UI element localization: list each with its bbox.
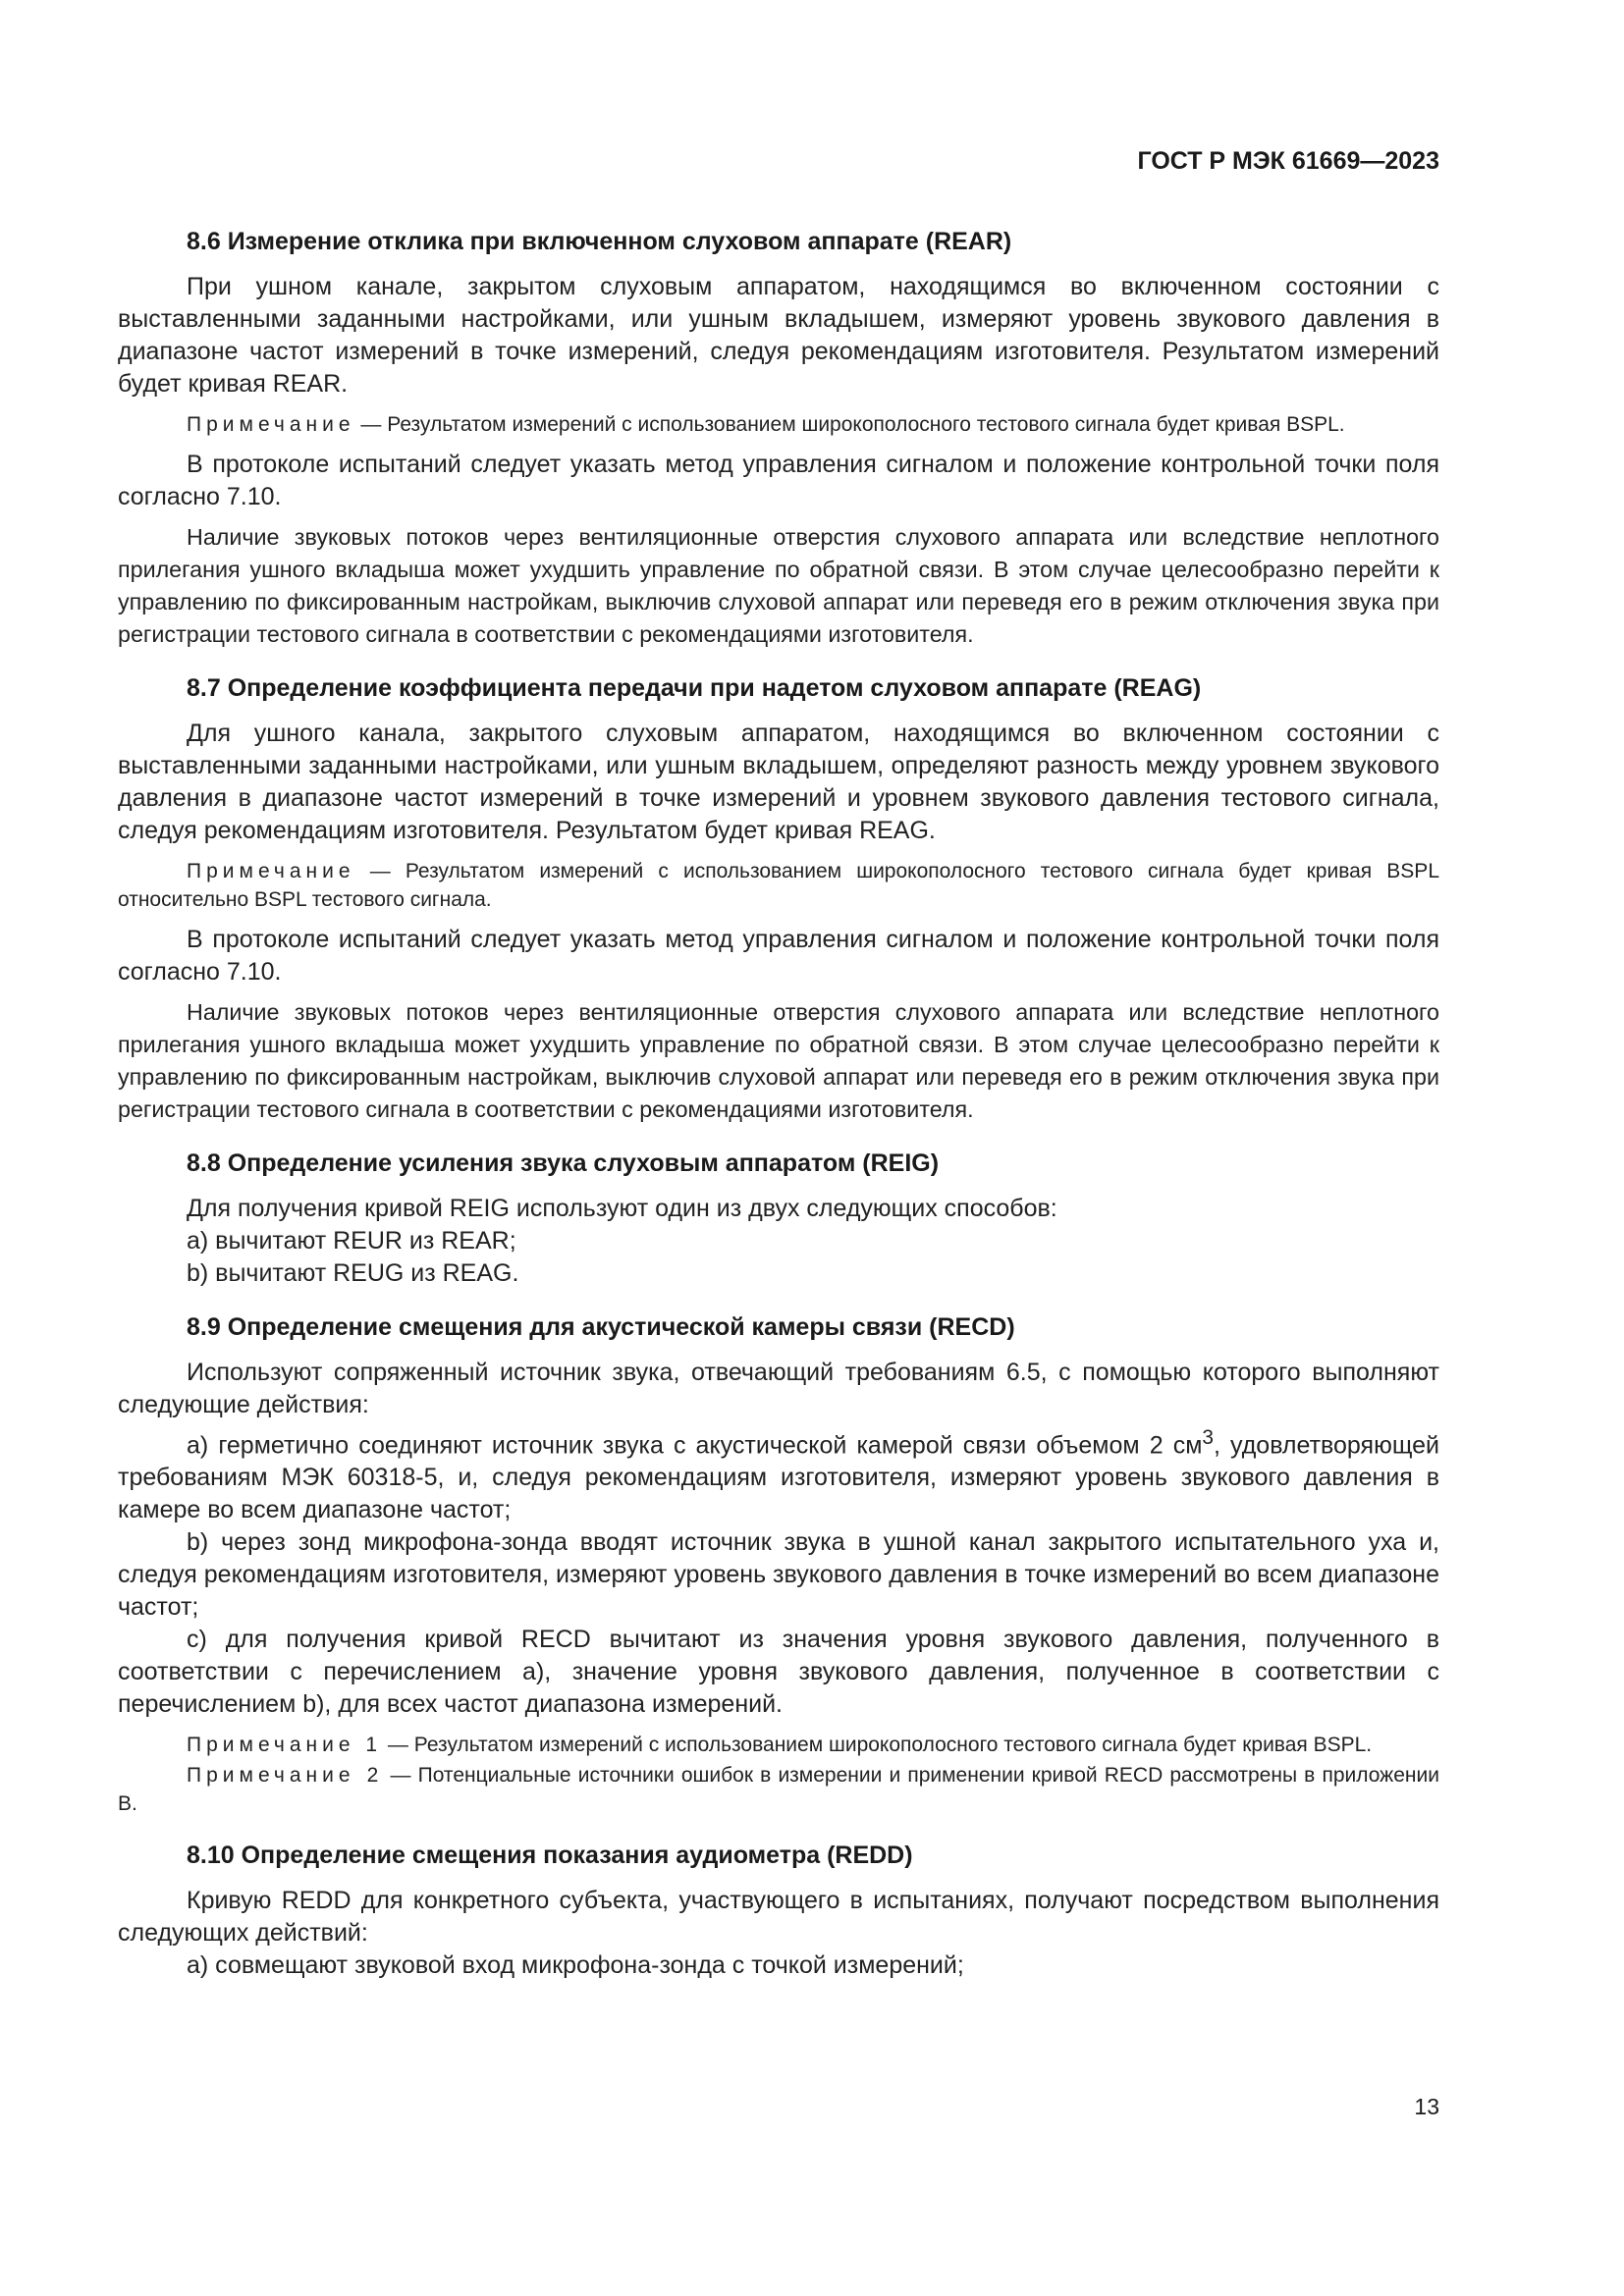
list-item: a) вычитают REUR из REAR; [187,1227,516,1255]
paragraph: В протоколе испытаний следует указать метод управления сигналом и положение контрольной точки поля согласно 7.10. [118,926,1439,986]
section-heading: 8.10 Определение смещения показания аудиометра (REDD) [187,1842,913,1870]
standard-header: ГОСТ Р МЭК 61669—2023 [1137,147,1439,175]
paragraph: Наличие звуковых потоков через вентиляционные отверстия слухового аппарата или вследствие неплотного прилегания ушного вкладыша может ухудшить управление по обратной связи. В этом случае целесообразно перейти к управлению по фиксированным настройкам, выключив слуховой аппарат или переведя его в режим отключения звука при регистрации тестового сигнала в соответствии с рекомендациями изготовителя. [118,999,1439,1122]
note [118,1731,1439,1759]
section-heading: 8.9 Определение смещения для акустической камеры связи (RECD) [187,1313,1015,1341]
paragraph: Используют сопряженный источник звука, отвечающий требованиям 6.5, с помощью которого выполняют следующие действия: [118,1359,1439,1418]
paragraph: Для получения кривой REIG используют один из двух следующих способов: [187,1195,1057,1222]
note-label: Примечание [187,860,355,882]
list-item: b) через зонд микрофона-зонда вводят источник звука в ушной канал закрытого испытательного уха и, следуя рекомендациям изготовителя, измеряют уровень звукового давления в точке измерений во всем диапазоне частот; [118,1528,1439,1622]
superscript: 3 [1202,1426,1214,1449]
list-item-text: a) герметично соединяют источник звука с акустической камерой связи объемом 2 см [187,1431,1203,1460]
note-label: Примечание 2 [187,1764,384,1788]
section-8-7 [118,672,1439,1126]
note [118,857,1439,914]
paragraph: Наличие звуковых потоков через вентиляционные отверстия слухового аппарата или вследствие неплотного прилегания ушного вкладыша может ухудшить управление по обратной связи. В этом случае целесообразно перейти к управлению по фиксированным настройкам, выключив слуховой аппарат или переведя его в режим отключения звука при регистрации тестового сигнала в соответствии с рекомендациями изготовителя. [118,524,1439,647]
paragraph: Кривую REDD для конкретного субъекта, участвующего в испытаниях, получают посредством выполнения следующих действий: [118,1887,1439,1948]
note-text: — Результатом измерений с использованием широкополосного тестового сигнала будет кривая BSPL. [354,413,1345,436]
section-8-10 [118,1840,1439,1982]
page-number: 13 [1414,2094,1439,2119]
section-heading: 8.6 Измерение отклика при включенном слуховом аппарате (REAR) [187,228,1012,255]
note-label: Примечание 1 [187,1734,383,1757]
list-item [118,1421,1439,1526]
section-8-8 [118,1148,1439,1290]
note-label: Примечание [187,413,355,436]
page-content [118,226,1439,2003]
list-item: c) для получения кривой RECD вычитают из значения уровня звукового давления, полученного в соответствии с перечислением а), значение уровня звукового давления, полученное в соответствии с перечислением b), для всех частот диапазона измерений. [118,1626,1439,1719]
note [118,1761,1439,1818]
note-text: — Результатом измерений с использованием широкополосного тестового сигнала будет кривая BSPL относительно BSPL тестового сигнала. [118,860,1439,911]
paragraph: В протоколе испытаний следует указать метод управления сигналом и положение контрольной точки поля согласно 7.10. [118,451,1439,510]
section-heading: 8.8 Определение усиления звука слуховым аппаратом (REIG) [187,1149,940,1177]
note-text: — Результатом измерений с использованием широкополосного тестового сигнала будет кривая BSPL. [382,1734,1373,1757]
section-8-6 [118,226,1439,651]
note [118,410,1439,439]
list-item-text: , удовлетворяющей требованиям МЭК 60318-5, и, следуя рекомендациям изготовителя, измеряют уровень звукового давления в камере во всем диапазоне частот; [118,1431,1439,1524]
note-text: — Потенциальные источники ошибок в измерении и применении кривой RECD рассмотрены в приложении B. [118,1764,1439,1816]
section-heading: 8.7 Определение коэффициента передачи при надетом слуховом аппарате (REAG) [187,674,1202,702]
paragraph: При ушном канале, закрытом слуховым аппаратом, находящимся во включенном состоянии с выставленными заданными настройками, или ушным вкладышем, измеряют уровень звукового давления в диапазоне частот измерений в точке измерений, следуя рекомендациям изготовителя. Результатом измерений будет кривая REAR. [118,273,1439,398]
paragraph: Для ушного канала, закрытого слуховым аппаратом, находящимся во включенном состоянии с выставленными заданными настройками, или ушным вкладышем, определяют разность между уровнем звукового давления в диапазоне частот измерений в точке измерений и уровнем звукового давления тестового сигнала, следуя рекомендациям изготовителя. Результатом будет кривая REAG. [118,720,1439,844]
list-item: b) вычитают REUG из REAG. [187,1259,519,1287]
section-8-9 [118,1311,1439,1818]
list-item: a) совмещают звуковой вход микрофона-зонда с точкой измерений; [187,1951,964,1980]
